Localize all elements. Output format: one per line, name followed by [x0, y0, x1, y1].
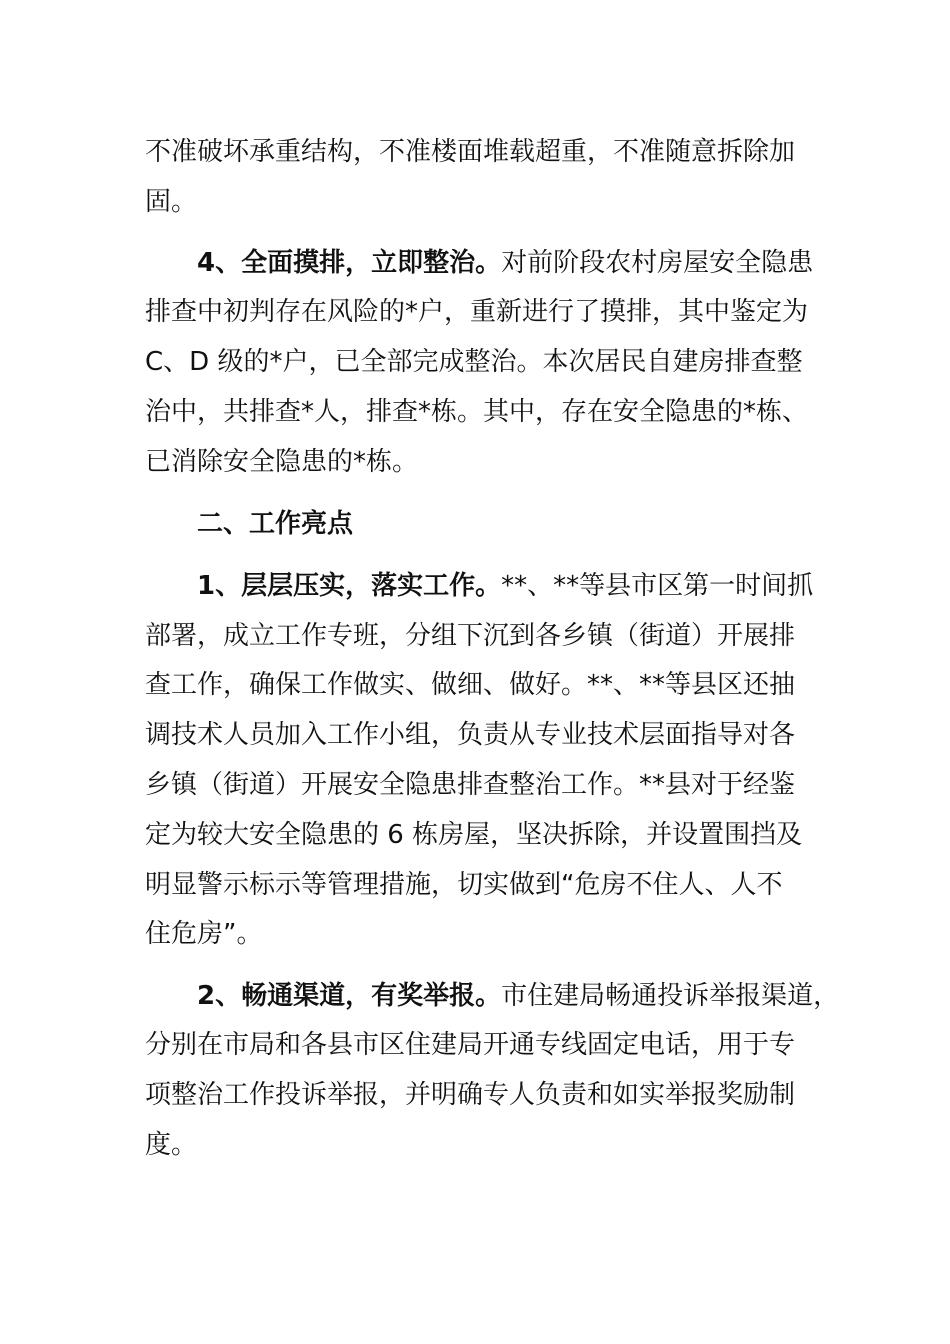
paragraph-line: 治中，共排查*人，排查*栋。其中，存在安全隐患的*栋、 [145, 397, 809, 427]
section-heading: 二、工作亮点 [197, 509, 354, 539]
paragraph-line: 固。 [145, 187, 198, 217]
paragraph-line: 不准破坏承重结构，不准楼面堆载超重，不准随意拆除加 [145, 137, 796, 167]
paragraph-line: 住危房”。 [145, 919, 263, 949]
paragraph-line: 度。 [145, 1130, 198, 1160]
paragraph-text: 市住建局畅通投诉举报渠道， [501, 981, 840, 1011]
paragraph-line: 调技术人员加入工作小组，负责从专业技术层面指导对各 [145, 720, 796, 750]
paragraph-first-line [197, 247, 950, 279]
paragraph-line: 乡镇（街道）开展安全隐患排查整治工作。**县对于经鉴 [145, 770, 796, 800]
paragraph-line: 定为较大安全隐患的 6 栋房屋，坚决拆除，并设置围挡及 [145, 820, 803, 850]
paragraph-first-line [197, 980, 950, 1012]
paragraph-line: 排查中初判存在风险的*户，重新进行了摸排，其中鉴定为 [145, 297, 809, 327]
paragraph-line: 分别在市局和各县市区住建局开通专线固定电话，用于专 [145, 1030, 796, 1060]
paragraph-line: 已消除安全隐患的*栋。 [145, 447, 419, 477]
paragraph-heading: 2、畅通渠道，有奖举报。 [197, 981, 502, 1011]
paragraph-line: 查工作，确保工作做实、做细、做好。**、**等县区还抽 [145, 670, 796, 700]
paragraph-first-line [197, 570, 950, 602]
paragraph-heading: 1、层层压实，落实工作。 [197, 571, 502, 601]
paragraph-line: C、D 级的*户，已全部完成整治。本次居民自建房排查整 [145, 347, 803, 377]
paragraph-line: 明显警示标示等管理措施，切实做到“危房不住人、人不 [145, 870, 783, 900]
paragraph-heading: 4、全面摸排，立即整治。 [197, 248, 502, 278]
paragraph-line: 部署，成立工作专班，分组下沉到各乡镇（街道）开展排 [145, 621, 796, 651]
paragraph-line: 项整治工作投诉举报，并明确专人负责和如实举报奖励制 [145, 1080, 796, 1110]
paragraph-text: **、**等县市区第一时间抓 [501, 571, 814, 601]
paragraph-text: 对前阶段农村房屋安全隐患 [501, 248, 814, 278]
